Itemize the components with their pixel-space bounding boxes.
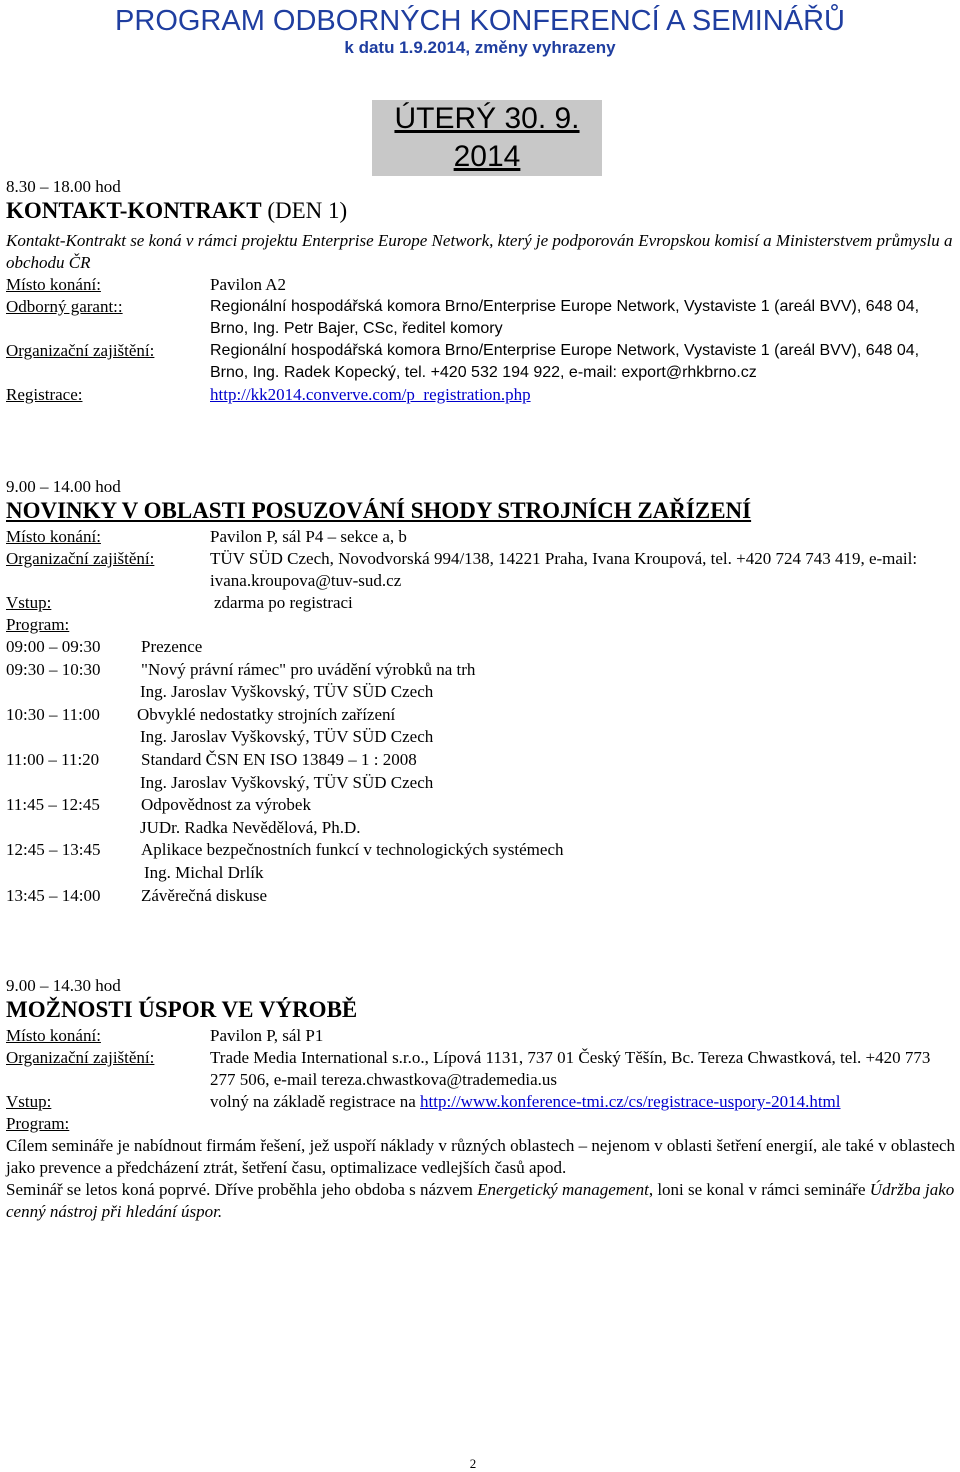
history-text: Seminář se letos koná poprvé. Dříve proběhla jeho obdoba s názvem [6, 1180, 478, 1199]
program-time: 09:00 – 09:30 [6, 637, 101, 656]
program-title: Aplikace bezpečnostních funkcí v technologických systémech [141, 840, 564, 860]
program-label-row [6, 1113, 960, 1135]
program-title: Standard ČSN EN ISO 13849 – 1 : 2008 [141, 749, 417, 769]
program-title: "Nový právní rámec" pro uvádění výrobků na trh [141, 659, 476, 679]
history-emphasis-1: Energetický management [477, 1180, 649, 1199]
organizer-value: Regionální hospodářská komora Brno/Enterprise Europe Network, Vystaviste 1 (areál BVV), 648 04, Brno, Ing. Radek Kopecký, tel. +420 532 194 922, e-mail: export@rhkbrno.cz [210, 342, 920, 381]
venue-row [6, 274, 960, 296]
organizer-row [6, 340, 960, 384]
history-emphasis-2: Údržba jako cenný nástroj při hledání úspor. [6, 1180, 955, 1221]
section-intro: Kontakt-Kontrakt se koná v rámci projektu Enterprise Europe Network, který je podporován Evropskou komisí a Ministerstvem průmyslu a obchodu ČR [6, 231, 953, 272]
venue-row [6, 1025, 960, 1047]
section-kontakt-kontrakt [6, 176, 960, 406]
program-title: Závěrečná diskuse [141, 885, 268, 905]
program-speaker: Ing. Jaroslav Vyškovský, TÜV SÜD Czech [140, 682, 434, 702]
section-title: MOŽNOSTI ÚSPOR VE VÝROBĚ [6, 997, 358, 1022]
section-novinky [6, 476, 960, 907]
program-speaker: Ing. Michal Drlík [144, 862, 264, 882]
description-paragraph: Cílem semináře je nabídnout firmám řešení, jež uspoří náklady v různých oblastech – nejenom v oblasti šetření energií, ale také v oblastech jako prevence a předcházení ztrát, šetření času, optimalizace vedlejších časů apod. [6, 1136, 956, 1177]
entry-value [210, 1091, 960, 1113]
program-item [6, 749, 960, 772]
program-label: Program: [6, 1114, 70, 1133]
history-paragraph [6, 1179, 960, 1223]
program-time: 12:45 – 13:45 [6, 840, 101, 860]
program-title: Obvyklé nedostatky strojních zařízení [137, 704, 396, 724]
section-time: 9.00 – 14.30 hod [6, 976, 121, 995]
venue-label: Místo konání: [6, 275, 101, 294]
program-time: 13:45 – 14:00 [6, 885, 101, 905]
section-time: 8.30 – 18.00 hod [6, 177, 121, 196]
section-title-suffix: (DEN 1) [261, 198, 348, 223]
organizer-row [6, 548, 960, 592]
history-text-2: , loni se konal v rámci semináře [648, 1180, 870, 1199]
program-item [6, 704, 960, 727]
program-title: Prezence [141, 637, 203, 656]
page-subtitle: k datu 1.9.2014, změny vyhrazeny [344, 38, 616, 57]
organizer-value: Trade Media International s.r.o., Lípová 1131, 737 01 Český Těšín, Bc. Tereza Chwastková, tel. +420 773 277 506, e-mail tereza.chwastkova@trademedia.us [210, 1048, 931, 1089]
program-item [6, 794, 960, 817]
program-label-row [6, 614, 960, 636]
venue-value: Pavilon P, sál P4 – sekce a, b [210, 527, 407, 546]
program-label: Program: [6, 615, 70, 634]
organizer-value: TÜV SÜD Czech, Novodvorská 994/138, 14221 Praha, Ivana Kroupová, tel. +420 724 743 419, e-mail: ivana.kroupova@tuv-sud.cz [210, 549, 918, 590]
section-title: NOVINKY V OBLASTI POSUZOVÁNÍ SHODY STROJNÍCH ZAŘÍZENÍ [6, 498, 752, 523]
entry-label: Vstup: [6, 593, 52, 612]
section-title-main: KONTAKT-KONTRAKT [6, 198, 262, 223]
venue-label: Místo konání: [6, 1026, 101, 1045]
page-title: PROGRAM ODBORNÝCH KONFERENCÍ A SEMINÁŘŮ [115, 5, 845, 37]
section-time: 9.00 – 14.00 hod [6, 477, 121, 496]
program-time: 11:45 – 12:45 [6, 795, 100, 815]
program-title: Odpovědnost za výrobek [141, 795, 311, 815]
entry-text: volný na základě registrace na [210, 1092, 421, 1111]
program-time: 09:30 – 10:30 [6, 659, 101, 679]
program-item [6, 636, 960, 659]
garant-label: Odborný garant:: [6, 297, 123, 316]
organizer-label: Organizační zajištění: [6, 549, 155, 568]
page-number: 2 [469, 1456, 477, 1471]
day-heading: ÚTERÝ 30. 9. 2014 [372, 100, 602, 176]
organizer-row [6, 1047, 960, 1091]
program-speaker: Ing. Jaroslav Vyškovský, TÜV SÜD Czech [140, 727, 434, 747]
venue-label: Místo konání: [6, 527, 101, 546]
venue-row [6, 526, 960, 548]
organizer-label: Organizační zajištění: [6, 341, 155, 360]
venue-value: Pavilon A2 [210, 275, 287, 294]
registration-row [6, 384, 960, 406]
registration-link[interactable]: http://www.konference-tmi.cz/cs/registrace-uspory-2014.html [420, 1092, 841, 1111]
entry-row [6, 1091, 960, 1113]
entry-row [6, 592, 960, 614]
section-title [6, 198, 960, 224]
program-item [6, 839, 960, 862]
section-moznosti-uspor [6, 975, 960, 1223]
venue-value: Pavilon P, sál P1 [210, 1026, 324, 1045]
program-item [6, 885, 960, 908]
entry-label: Vstup: [6, 1092, 52, 1111]
program-list [6, 636, 960, 907]
garant-value: Regionální hospodářská komora Brno/Enterprise Europe Network, Vystaviste 1 (areál BVV), 648 04, Brno, Ing. Petr Bajer, CSc, ředitel komory [210, 298, 920, 337]
registration-link[interactable]: http://kk2014.converve.com/p_registration.php [210, 385, 531, 404]
garant-row [6, 296, 960, 340]
program-time: 11:00 – 11:20 [6, 749, 100, 769]
program-item [6, 659, 960, 682]
registration-label: Registrace: [6, 385, 83, 404]
program-speaker: Ing. Jaroslav Vyškovský, TÜV SÜD Czech [140, 772, 434, 792]
entry-value: zdarma po registraci [214, 593, 353, 612]
program-time: 10:30 – 11:00 [6, 704, 100, 724]
organizer-label: Organizační zajištění: [6, 1048, 155, 1067]
program-speaker: JUDr. Radka Nevědělová, Ph.D. [140, 817, 361, 837]
